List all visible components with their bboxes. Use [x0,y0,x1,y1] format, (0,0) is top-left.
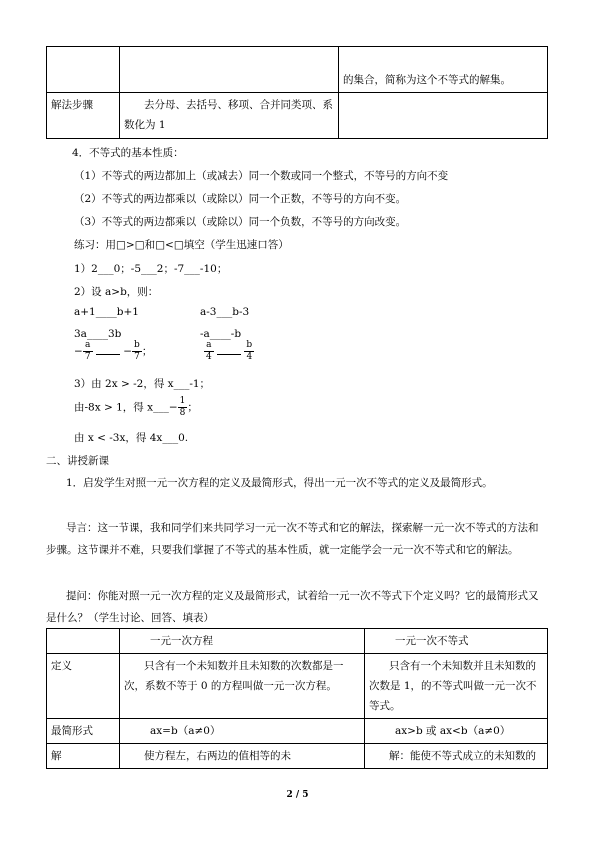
compare-header-empty [47,629,120,654]
compare-table [46,628,548,769]
practice-q2-r2-right: -a____-b [200,328,242,340]
practice-q2-r2-left: 3a____3b [74,328,122,340]
property-item-3: （3）不等式的两边都乘以（或除以）同一个负数，不等号的方向改变。 [74,216,407,228]
compare-header-inequality: 一元一次不等式 [365,629,548,654]
section2-p3: 提问：你能对照一元一次方程的定义及最简形式，试着给一元一次不等式下个定义吗？它的最简形式又是什么？（学生讨论、回答、填表） [46,590,539,624]
top-table-cell [339,93,548,139]
practice-q3-a: 3）由 2x > -2，得 x___-1； [74,378,211,390]
property-item-2: （2）不等式的两边都乘以（或除以）同一个正数，不等号的方向不变。 [74,193,407,205]
top-table-steps: 去分母、去括号、移项、合并同类项、系数化为 1 [120,93,339,139]
fraction: $\frac{b}{4}$ [246,340,253,362]
page-number: 2 / 5 [286,790,309,800]
compare-label-solution: 解 [47,744,120,769]
practice-q3-b: 由-8x > 1，得 x___− $\frac{1}{8}$ ； [74,396,198,418]
top-table-label: 解法步骤 [47,93,120,139]
fraction: $\frac{a}{7}$ [84,340,91,362]
compare-solution-inequality: 解：能使不等式成立的未知数的 [365,744,548,769]
property-item-1: （1）不等式的两边都加上（或减去）同一个数或同一个整式，不等号的方向不变 [74,170,449,182]
compare-solution-equation: 使方程左，右两边的值相等的未 [120,744,365,769]
practice-q2-r1-right: a-3___b-3 [200,306,250,318]
fraction: $\frac{b}{7}$ [134,340,140,362]
fraction: $\frac{a}{4}$ [206,340,212,362]
top-table [46,46,548,139]
practice-title: 练习：用□>□和□<□填空（学生迅速口答） [74,239,289,251]
compare-header-equation: 一元一次方程 [120,629,365,654]
compare-definition-equation: 只含有一个未知数并且未知数的次数都是一次，系数不等于 0 的方程叫做一元一次方程。 [120,654,365,719]
properties-heading: 4．不等式的基本性质： [72,147,184,159]
top-table-cell-text: 的集合，简称为这个不等式的解集。 [339,47,548,93]
top-table-cell [47,47,120,93]
section2-heading: 二、讲授新课 [46,455,109,467]
practice-q2: 2）设 a>b，则： [74,286,159,298]
compare-simplest-inequality: ax>b 或 ax<b（a≠0） [365,719,548,744]
practice-q1: 1）2___0；-5___2；-7___-10； [74,263,228,275]
compare-label-definition: 定义 [47,654,120,719]
fraction: $\frac{1}{8}$ [179,396,186,418]
compare-label-simplest: 最简形式 [47,719,120,744]
top-table-cell [120,47,339,93]
fraction-row: − $\frac{a}{7}$ − $\frac{b}{7}$ ； [74,340,153,362]
practice-q2-r1-left: a+1____b+1 [74,306,139,318]
compare-simplest-equation: ax=b（a≠0） [120,719,365,744]
practice-q3-c: 由 x < -3x，得 4x___0. [74,432,189,444]
section2-p2: 导言：这一节课，我和同学们来共同学习一元一次不等式和它的解法，探索解一元一次不等式的方法和步骤。这节课并不难，只要我们掌握了不等式的基本性质，就一定能学会一元一次不等式和它的解法。 [46,522,539,556]
fraction-row-right [204,340,254,363]
compare-definition-inequality: 只含有一个未知数并且未知数的次数是 1，的不等式叫做一元一次不等式。 [365,654,548,719]
section2-p1: 1．启发学生对照一元一次方程的定义及最简形式，得出一元一次不等式的定义及最简形式。 [66,477,493,489]
